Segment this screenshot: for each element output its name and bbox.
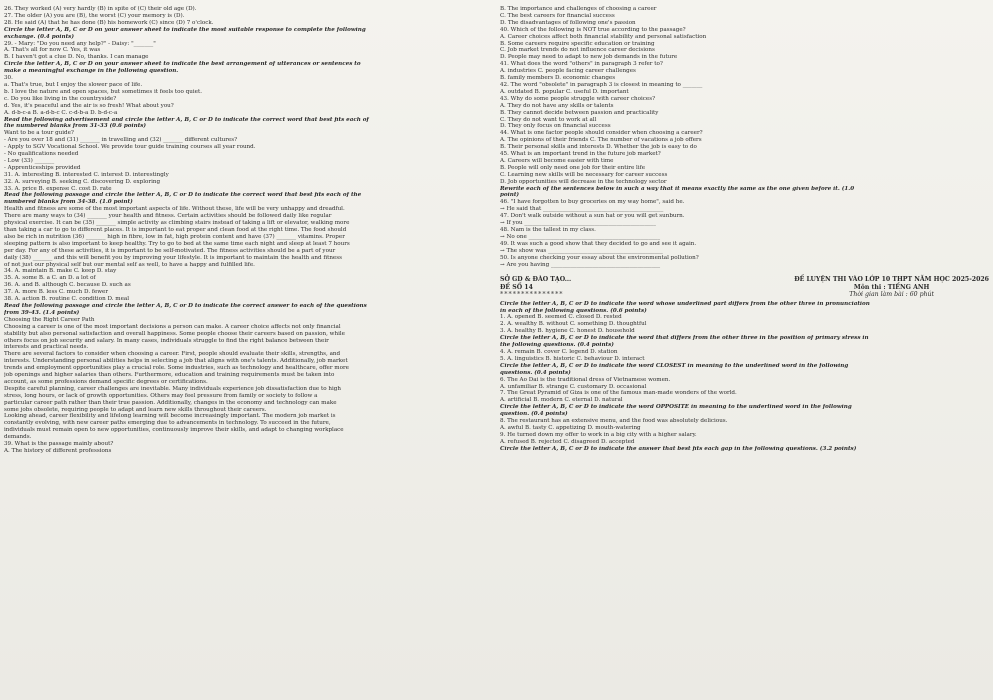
text-line: 49. It was such a good show that they decided to go and see it again.: [500, 240, 697, 247]
text-line: B. They cannot decide between passion and practicality: [500, 109, 659, 116]
exam-number: ĐỀ SỐ 14: [500, 283, 533, 291]
text-line: There are several factors to consider when choosing a career. First, people should evaluate their skills, strengths, and: [4, 351, 341, 358]
text-line: → Are you having _______________________________________: [500, 261, 661, 268]
text-line: 30.: [4, 75, 13, 82]
text-line: 4. A. remain B. cover C. legend D. station: [500, 349, 618, 355]
text-line: A. The opinions of their friends C. The number of vacations a job offers: [500, 137, 702, 144]
text-line: D. They only focus on financial success: [500, 123, 611, 130]
left-column: [4, 6, 488, 696]
text-line: - Apprenticeships provided: [4, 164, 81, 171]
text-line: b. I love the nature and open spaces, but sometimes it feels too quiet.: [4, 88, 202, 95]
text-line: 9. He turned down my offer to work in a big city with a higher salary.: [500, 431, 697, 438]
text-line: Choosing the Right Career Path: [4, 316, 95, 323]
text-line: B. Their personal skills and interests D. Whether the job is easy to do: [500, 144, 697, 151]
text-line: Despite careful planning, career challenges are inevitable. Many individuals experience job dissatisfaction due to high: [4, 385, 341, 392]
text-line: 2. A. wealthy B. without C. something D. thoughtful: [500, 321, 647, 328]
text-line: 42. The word "obsolete" in paragraph 3 is closest in meaning to _______: [500, 81, 703, 88]
text-line: D. The disadvantages of following one's passion: [500, 19, 636, 26]
text-line: A. unfamiliar B. strange C. customary D. occasional: [500, 383, 647, 390]
text-line: also be rich in nutrition (36) _______ high in fibre, low in fat, high protein content and have (37) _______ vitamins. Proper: [4, 233, 345, 240]
text-line: 43. Why do some people struggle with career choices?: [500, 95, 656, 102]
text-line: → The show was _________________________________________: [500, 247, 663, 254]
text-line: A. Careers will become easier with time: [500, 157, 614, 164]
text-line: 33. A. price B. expense C. cost D. rate: [4, 185, 112, 192]
text-line: C. They do not want to work at all: [500, 116, 597, 123]
text-line: C. Job market trends do not influence career decisions: [500, 47, 655, 54]
text-line: than taking a car to go to different places. It is important to eat proper and clean food at the right time. The food should: [4, 227, 347, 233]
text-line: 31. A. interesting B. interested C. interest D. interestingly: [4, 171, 169, 178]
text-line: daily (38) _______ and this will benefit you by improving your lifestyle. It is important to maintain the health and fitness: [4, 254, 342, 261]
text-line: demands.: [4, 434, 32, 441]
instruction-line: Read the following passage and circle the letter A, B, C or D to indicate the correct answer to each of the questions: [4, 302, 367, 309]
text-line: sleeping pattern is also important to keep healthy. Try to go to bed at the same time each night and sleep at least 7 hours: [4, 240, 350, 247]
text-line: 1. A. opened B. seemed C. closed D. rested: [500, 314, 622, 321]
text-line: 34. A. maintain B. make C. keep D. stay: [4, 268, 117, 275]
exam-header: [500, 276, 989, 298]
text-line: a. That's true, but I enjoy the slower pace of life.: [4, 81, 143, 88]
text-line: 32. A. surveying B. seeking C. discovering D. exploring: [4, 178, 161, 185]
text-line: Choosing a career is one of the most important decisions a person can make. A career choice affects not only financial: [4, 323, 341, 330]
text-line: A. refused B. rejected C. disagreed D. accepted: [500, 438, 635, 445]
text-line: individuals must remain open to new opportunities, continuously improve their skills, and adapt to changing workplace: [4, 427, 344, 434]
text-line: B. Some careers require specific education or training: [500, 40, 655, 47]
text-line: stability but also personal satisfaction and overall happiness. Some people choose their careers based on passion, while: [4, 330, 345, 337]
text-line: B. People will only need one job for their entire life: [500, 164, 646, 171]
text-line: D. People may need to adapt to new job demands in the future: [500, 54, 678, 61]
text-line: 37. A. more B. less C. much D. fewer: [4, 289, 109, 296]
text-line: 44. What is one factor people should consider when choosing a career?: [500, 130, 703, 137]
text-line: 40. Which of the following is NOT true according to the passage?: [500, 26, 686, 33]
text-line: → If you _______________________________________________: [500, 220, 656, 227]
instruction-line: Read the following passage and circle the letter A, B, C or D to indicate the correct word that best fits each of the: [4, 192, 362, 199]
text-line: 29. - Mary: "Do you need any help?" - Daisy: "_______": [4, 40, 156, 47]
text-line: stress, long hours, or lack of growth opportunities. Others may feel pressure from family or society to follow a: [4, 392, 318, 399]
text-line: 35. A. some B. a C. an D. a lot of: [4, 275, 96, 282]
text-line: → He said that ___________________________________________: [500, 206, 664, 213]
text-line: A. d-b-c-a B. a-d-b-c C. c-d-b-a D. b-d-c-a: [4, 109, 118, 116]
text-line: - Apply to SGV Vocational School. We provide tour guide training courses all year round.: [4, 144, 256, 151]
text-line: 6. The Ao Dai is the traditional dress of Vietnamese women.: [500, 376, 671, 383]
instruction-line: Circle the letter A, B, C or D on your answer sheet to indicate the best arrangement of utterances or sentences to: [4, 61, 361, 68]
text-line: 41. What does the word "others" in paragraph 3 refer to?: [500, 61, 663, 68]
text-line: A. The history of different professions: [4, 448, 112, 454]
text-line: c. Do you like living in the countryside?: [4, 95, 117, 102]
instruction-line: Circle the letter A, B, C or D to indicate the word whose underlined part differs from the other three in pronunciation: [500, 300, 870, 307]
text-line: per day. For any of these activities, it is important to be self-motivated. The fitness activities should be a part of your: [4, 247, 336, 254]
instruction-line: the numbered blanks from 31-33 (0.6 points): [4, 123, 147, 130]
right-column: [500, 6, 989, 696]
text-line: Health and fitness are some of the most important aspects of life. Without these, life will be very unhappy and dreadful.: [4, 206, 345, 213]
instruction-line: Circle the letter A, B, C or D to indicate the word CLOSEST in meaning to the underlined word in the following: [500, 362, 849, 369]
text-line: Want to be a tour guide?: [4, 130, 74, 137]
text-line: A. artificial B. modern C. eternal D. natural: [500, 397, 623, 404]
department-name: SỞ GD & ĐÀO TẠO...: [500, 276, 572, 284]
instruction-line: question. (0.4 points): [500, 411, 568, 418]
exam-header-left: [500, 276, 571, 298]
exam-title: ĐỀ LUYỆN THI VÀO LỚP 10 THPT NĂM HỌC 2025-2026: [794, 276, 989, 284]
text-line: interests. Understanding personal abilities helps in selecting a job that aligns with one's talents. Additionally, job market: [4, 358, 348, 365]
text-line: 48. Nam is the tallest in my class.: [500, 227, 596, 233]
text-line: There are many ways to (34) _______ your health and fitness. Certain activities should be followed daily like regular: [4, 213, 332, 220]
exam-subject: Môn thi : TIẾNG ANH: [853, 283, 930, 291]
exam-header-right: [794, 276, 989, 298]
instruction-line: Rewrite each of the sentences below in such a way that it means exactly the same as the one given before it. (1.0: [500, 185, 855, 192]
text-line: 27. The older (A) you are (B), the worst (C) your memory is (D).: [4, 12, 185, 19]
text-line: Looking ahead, career flexibility and lifelong learning will become increasingly important. The modern job market is: [4, 413, 336, 420]
text-line: 8. The restaurant has an extensive menu, and the food was absolutely delicious.: [500, 418, 728, 425]
text-line: 28. He said (A) that he has done (B) his homework (C) since (D) 7 o'clock.: [4, 19, 214, 26]
text-line: A. That's all for now C. Yes, it was: [4, 47, 101, 54]
text-line: A. They do not have any skills or talents: [500, 102, 614, 109]
text-line: 46. "I have forgotten to buy groceries on my way home", said he.: [500, 199, 685, 206]
text-line: 50. Is anyone checking your essay about the environmental pollution?: [500, 254, 699, 261]
text-line: B. The importance and challenges of choosing a career: [500, 6, 657, 12]
text-line: job openings and higher salaries than others. Furthermore, education and training requirements must be taken into: [4, 372, 335, 379]
text-line: A. industries C. people facing career challenges: [500, 68, 636, 75]
text-line: some jobs obsolete, requiring people to adapt and learn new skills throughout their careers.: [4, 406, 267, 413]
instruction-line: make a meaningful exchange in the following question.: [4, 68, 179, 75]
right-column-section-one: [500, 301, 989, 453]
text-line: A. Career choices affect both financial stability and personal satisfaction: [500, 33, 707, 40]
instruction-line: Circle the letter A, B, C or D on your answer sheet to indicate the most suitable response to complete the following: [4, 26, 366, 33]
text-line: 38. A. action B. routine C. condition D. meal: [4, 296, 130, 303]
text-line: others focus on job security and salary. In many cases, individuals struggle to find the right balance between their: [4, 337, 329, 344]
text-line: C. Learning new skills will be necessary for career success: [500, 171, 668, 178]
instruction-line: in each of the following questions. (0.6 points): [500, 307, 647, 314]
text-line: A. outdated B. popular C. useful D. important: [500, 88, 629, 95]
header-separator: ***************: [500, 291, 564, 299]
text-line: physical exercise. It can be (35) _______ simple activity as climbing stairs instead of taking a lift or elevator, walking more: [4, 220, 350, 227]
instruction-line: exchange. (0.4 points): [4, 33, 74, 40]
text-line: 45. What is an important trend in the future job market?: [500, 151, 661, 158]
text-line: 47. Don't walk outside without a sun hat or you will get sunburn.: [500, 213, 685, 220]
right-column-questions: [500, 6, 989, 268]
instruction-line: numbered blanks from 34-38. (1.0 point): [4, 199, 133, 206]
text-line: trends and employment opportunities play a crucial role. Some industries, such as technology and healthcare, offer more: [4, 365, 349, 372]
text-line: D. Job opportunities will decrease in the technology sector: [500, 178, 667, 185]
text-line: of not just our physical self but our mental self as well, to have a happy and fulfilled life.: [4, 261, 255, 268]
instruction-line: questions. (0.4 points): [500, 369, 571, 376]
text-line: 3. A. healthy B. hygiene C. honest D. household: [500, 328, 635, 335]
text-line: d. Yes, it's peaceful and the air is so fresh! What about you?: [4, 102, 174, 109]
instruction-line: point): [500, 192, 520, 199]
instruction-line: Read the following advertisement and circle the letter A, B, C or D to indicate the correct word that best fits each of: [4, 116, 369, 123]
text-line: account, as some professions demand specific degrees or certifications.: [4, 378, 208, 385]
exam-duration: Thời gian làm bài : 60 phút: [849, 291, 934, 299]
text-line: - Low (33) _______: [4, 157, 55, 164]
text-line: 36. A. and B. although C. because D. such as: [4, 282, 131, 289]
text-line: B. I haven't got a clue D. No, thanks. I can manage: [4, 54, 149, 61]
text-line: → No one _______________________________________________: [500, 233, 661, 240]
text-line: A. awful B. tasty C. appetizing D. mouth-watering: [500, 424, 641, 431]
text-line: - Are you over 18 and (31) _______ in travelling and (32) _______ different cultures?: [4, 137, 238, 144]
text-line: 7. The Great Pyramid of Giza is one of the famous man-made wonders of the world.: [500, 390, 737, 397]
text-line: - No qualifications needed: [4, 151, 79, 158]
instruction-line: the following questions. (0.4 points): [500, 342, 614, 349]
text-line: interests and practical needs.: [4, 344, 89, 351]
instruction-line: Circle the letter A, B, C or D to indicate the answer that best fits each gap in the following questions. (3.2 points): [500, 445, 857, 452]
text-line: constantly evolving, with new career paths emerging due to advancements in technology. To succeed in the future,: [4, 420, 331, 427]
text-line: 26. They worked (A) very hardly (B) in spite of (C) their old age (D).: [4, 6, 197, 12]
instruction-line: Circle the letter A, B, C or D to indicate the word OPPOSITE in meaning to the underlined word in the following: [500, 404, 852, 411]
text-line: particular career path rather than their true passion. Additionally, changes in the economy and technology can make: [4, 399, 337, 406]
instruction-line: Circle the letter A, B, C or D to indicate the word that differs from the other three in the position of primary stress in: [500, 335, 869, 342]
text-line: B. family members D. economic changes: [500, 75, 616, 82]
instruction-line: from 39-43. (1.4 points): [4, 309, 80, 316]
text-line: C. The best careers for financial success: [500, 12, 615, 19]
text-line: 39. What is the passage mainly about?: [4, 441, 114, 448]
text-line: 5. A. linguistics B. historic C. behaviour D. interact: [500, 355, 645, 362]
